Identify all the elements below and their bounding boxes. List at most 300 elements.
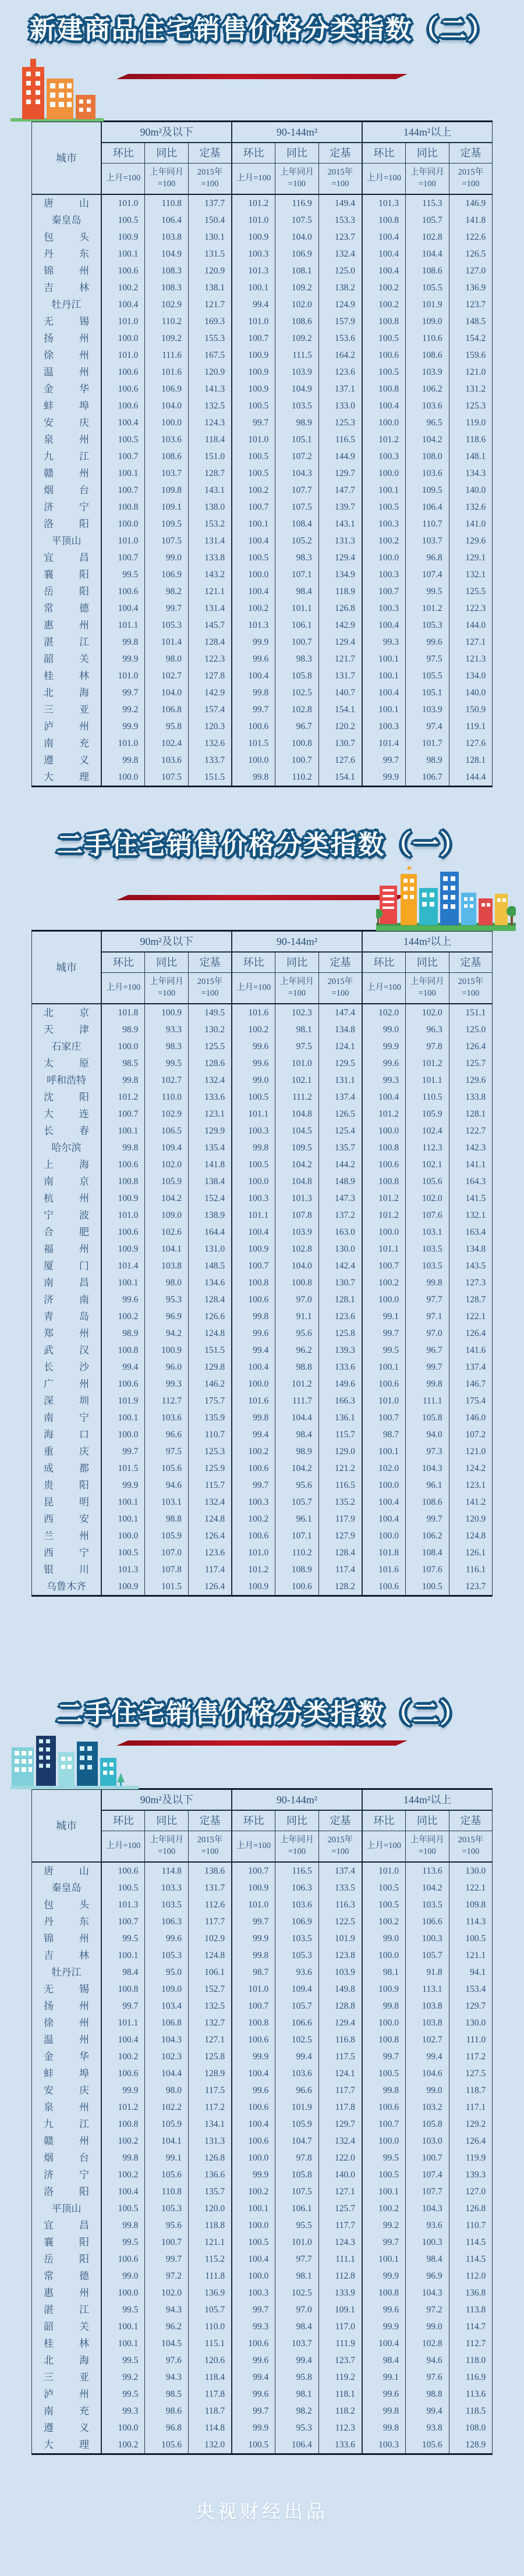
- value-cell: 100.0: [145, 414, 189, 431]
- value-cell: 100.2: [232, 1021, 275, 1038]
- city-cell: 秦皇岛: [31, 1879, 101, 1896]
- table-row: [31, 1896, 492, 1913]
- city-cell: 扬州: [31, 330, 101, 347]
- city-cell: 昆明: [31, 1494, 101, 1511]
- value-cell: 154.2: [465, 333, 486, 343]
- value-cell: 131.3: [188, 2133, 232, 2149]
- table-row: [31, 1241, 492, 1257]
- value-cell: 100.5: [232, 448, 275, 465]
- value-cell: 108.6: [145, 448, 189, 465]
- group-header-under90: 90m²及以下: [101, 1789, 232, 1811]
- city-cell: 合肥: [31, 1224, 101, 1241]
- value-cell: 111.5: [275, 347, 319, 364]
- value-cell: 100.0: [101, 2284, 145, 2301]
- value-cell: 100.1: [362, 701, 406, 718]
- table-row: [31, 1460, 492, 1477]
- value-cell: 103.6: [406, 397, 449, 414]
- value-cell: 129.7: [318, 2116, 362, 2133]
- value-cell: 102.7: [406, 2031, 449, 2048]
- value-cell: 151.1: [465, 1008, 486, 1018]
- value-cell: 104.0: [145, 684, 189, 701]
- value-cell: 102.0: [362, 1460, 406, 1477]
- value-cell: 104.4: [275, 1409, 319, 1426]
- table-row: [31, 2014, 492, 2031]
- city-column-header: 城市: [31, 122, 101, 195]
- value-cell: 149.6: [318, 1376, 362, 1392]
- value-cell: 154.1: [318, 701, 362, 718]
- city-cell: 厦门: [31, 1257, 101, 1274]
- value-cell: 103.9: [318, 1964, 362, 1981]
- value-cell: 116.8: [318, 2031, 362, 2048]
- table-row: [31, 448, 492, 465]
- value-cell: 105.7: [275, 1494, 319, 1511]
- value-cell: 100.0: [362, 1527, 406, 1544]
- table-row: [31, 1072, 492, 1089]
- table-row: [31, 2217, 492, 2234]
- value-cell: 101.1: [406, 1072, 449, 1089]
- value-cell: 99.8: [232, 684, 275, 701]
- page-title: 二手住宅销售价格分类指数（二）: [56, 1698, 468, 1729]
- value-cell: 101.5: [145, 1578, 189, 1596]
- city-cell: 蚌埠: [31, 397, 101, 414]
- value-cell: 99.6: [232, 1038, 275, 1055]
- value-cell: 97.8: [406, 1038, 449, 1055]
- value-cell: 99.8: [232, 1947, 275, 1964]
- value-cell: 118.4: [188, 431, 232, 448]
- value-cell: 95.5: [275, 2217, 319, 2234]
- value-cell: 94.1: [470, 1967, 486, 1977]
- value-cell: 100.0: [362, 1224, 406, 1241]
- value-cell: 101.2: [406, 600, 449, 617]
- value-cell: 94.6: [145, 1477, 189, 1494]
- colorful-city-icon: [376, 866, 516, 931]
- value-cell: 141.8: [188, 1156, 232, 1173]
- value-cell: 100.0: [232, 566, 275, 583]
- value-cell: 123.7: [318, 229, 362, 246]
- city-cell: 西宁: [31, 1544, 101, 1561]
- value-cell: 99.8: [232, 769, 275, 787]
- value-cell: 110.7: [406, 516, 449, 532]
- value-cell: 133.6: [188, 1089, 232, 1106]
- value-cell: 167.5: [188, 347, 232, 364]
- base-header-2015: 2015年=100: [449, 164, 493, 195]
- value-cell: 99.4: [406, 2048, 449, 2065]
- value-cell: 110.8: [145, 194, 189, 212]
- value-cell: 126.8: [465, 2204, 486, 2213]
- value-cell: 91.1: [275, 1308, 319, 1325]
- value-cell: 122.0: [318, 2149, 362, 2166]
- value-cell: 133.7: [188, 752, 232, 769]
- value-cell: 127.8: [188, 667, 232, 684]
- value-cell: 100.4: [232, 1224, 275, 1241]
- value-cell: 144.9: [318, 448, 362, 465]
- group-header-under90: 90m²及以下: [101, 122, 232, 143]
- value-cell: 112.3: [406, 1139, 449, 1156]
- city-cell: 桂林: [31, 2335, 101, 2352]
- value-cell: 100.0: [362, 414, 406, 431]
- value-cell: 100.4: [101, 414, 145, 431]
- value-cell: 112.7: [465, 2339, 486, 2348]
- value-cell: 106.9: [145, 381, 189, 397]
- value-cell: 100.0: [362, 1122, 406, 1139]
- value-cell: 125.8: [318, 1325, 362, 1342]
- value-cell: 100.0: [101, 1038, 145, 1055]
- value-cell: 102.9: [188, 1930, 232, 1947]
- value-cell: 127.1: [188, 2031, 232, 2048]
- value-cell: 151.5: [188, 1342, 232, 1359]
- value-cell: 99.8: [362, 2419, 406, 2436]
- city-cell: 遵义: [31, 752, 101, 769]
- value-cell: 109.5: [406, 482, 449, 499]
- value-cell: 98.1: [275, 2268, 319, 2284]
- value-cell: 109.8: [145, 482, 189, 499]
- value-cell: 104.6: [406, 2065, 449, 2082]
- value-cell: 108.3: [145, 279, 189, 296]
- value-cell: 110.2: [275, 1544, 319, 1561]
- value-cell: 134.3: [465, 468, 486, 478]
- value-cell: 107.4: [406, 2166, 449, 2183]
- value-cell: 118.7: [188, 2403, 232, 2419]
- city-cell: 北海: [31, 2352, 101, 2369]
- value-cell: 146.0: [465, 1413, 486, 1423]
- value-cell: 129.2: [465, 2119, 486, 2129]
- value-cell: 104.2: [275, 1156, 319, 1173]
- value-cell: 109.5: [275, 1139, 319, 1156]
- city-cell: 惠州: [31, 617, 101, 634]
- value-cell: 107.5: [275, 2183, 319, 2200]
- value-cell: 140.0: [465, 485, 486, 495]
- value-cell: 129.7: [465, 2001, 486, 2011]
- city-cell: 常德: [31, 2268, 101, 2284]
- value-cell: 100.8: [101, 1981, 145, 1998]
- value-cell: 109.4: [275, 1981, 319, 1998]
- value-cell: 100.7: [406, 2149, 449, 2166]
- value-cell: 147.7: [318, 482, 362, 499]
- value-cell: 102.0: [362, 1004, 406, 1021]
- value-cell: 98.0: [145, 651, 189, 667]
- value-cell: 100.5: [362, 2065, 406, 2082]
- value-cell: 107.6: [406, 1561, 449, 1578]
- value-cell: 133.5: [318, 1879, 362, 1896]
- value-cell: 100.1: [101, 2335, 145, 2352]
- table-row: [31, 1106, 492, 1122]
- city-cell: 宜昌: [31, 549, 101, 566]
- value-cell: 123.7: [465, 1582, 486, 1591]
- value-cell: 128.4: [318, 1544, 362, 1561]
- city-cell: 济宁: [31, 499, 101, 516]
- value-cell: 120.9: [465, 1514, 486, 1524]
- table-row: [31, 1862, 492, 1879]
- value-cell: 99.6: [232, 1055, 275, 1072]
- value-cell: 97.0: [275, 2301, 319, 2318]
- value-cell: 126.1: [465, 1548, 486, 1558]
- value-cell: 120.9: [188, 262, 232, 279]
- table-row: [31, 2301, 492, 2318]
- value-cell: 99.6: [406, 634, 449, 651]
- value-cell: 175.7: [188, 1392, 232, 1409]
- metric-header-mom: 环比: [232, 952, 275, 973]
- value-cell: 100.4: [232, 667, 275, 684]
- value-cell: 117.4: [318, 1561, 362, 1578]
- table-row: [31, 482, 492, 499]
- table-row: [31, 1409, 492, 1426]
- value-cell: 100.3: [406, 1930, 449, 1947]
- value-cell: 134.8: [318, 1021, 362, 1038]
- value-cell: 148.5: [188, 1257, 232, 1274]
- value-cell: 101.9: [318, 1930, 362, 1947]
- metric-header-base: 定基: [188, 952, 232, 973]
- metric-header-base: 定基: [318, 1810, 362, 1831]
- value-cell: 100.6: [101, 2065, 145, 2082]
- value-cell: 99.6: [232, 2386, 275, 2403]
- table-row: [31, 465, 492, 482]
- value-cell: 100.9: [232, 364, 275, 381]
- table-row: [31, 1561, 492, 1578]
- value-cell: 108.6: [406, 1494, 449, 1511]
- value-cell: 149.5: [188, 1004, 232, 1021]
- value-cell: 101.0: [232, 1896, 275, 1913]
- table-row: [31, 1190, 492, 1207]
- value-cell: 105.8: [275, 667, 319, 684]
- value-cell: 117.7: [188, 1913, 232, 1930]
- table-row: [31, 1930, 492, 1947]
- table-row: [31, 1308, 492, 1325]
- value-cell: 100.7: [101, 482, 145, 499]
- table-row: [31, 279, 492, 296]
- metric-header-yoy: 同比: [406, 952, 449, 973]
- value-cell: 100.4: [232, 583, 275, 600]
- value-cell: 103.8: [406, 2014, 449, 2031]
- city-cell: 乌鲁木齐: [31, 1578, 101, 1596]
- value-cell: 98.9: [275, 1443, 319, 1460]
- value-cell: 139.7: [318, 499, 362, 516]
- value-cell: 99.8: [406, 1274, 449, 1291]
- value-cell: 107.8: [145, 1561, 189, 1578]
- value-cell: 100.3: [232, 2284, 275, 2301]
- value-cell: 103.7: [275, 2335, 319, 2352]
- table-row: [31, 583, 492, 600]
- value-cell: 105.6: [406, 2436, 449, 2454]
- value-cell: 98.9: [101, 1021, 145, 1038]
- value-cell: 100.4: [232, 1359, 275, 1376]
- value-cell: 100.4: [362, 1494, 406, 1511]
- value-cell: 146.7: [465, 1379, 486, 1389]
- value-cell: 106.1: [275, 617, 319, 634]
- city-cell: 北京: [31, 1004, 101, 1021]
- value-cell: 124.9: [318, 296, 362, 313]
- table-row: [31, 549, 492, 566]
- value-cell: 99.7: [362, 752, 406, 769]
- city-cell: 洛阳: [31, 2183, 101, 2200]
- value-cell: 100.2: [101, 2436, 145, 2454]
- value-cell: 100.2: [101, 2133, 145, 2149]
- value-cell: 128.4: [188, 634, 232, 651]
- city-cell: 兰州: [31, 1527, 101, 1544]
- value-cell: 115.7: [188, 1477, 232, 1494]
- value-cell: 106.6: [406, 1913, 449, 1930]
- value-cell: 93.8: [406, 2419, 449, 2436]
- city-cell: 济宁: [31, 2166, 101, 2183]
- value-cell: 101.8: [362, 1544, 406, 1561]
- value-cell: 100.0: [362, 1477, 406, 1494]
- value-cell: 100.0: [101, 330, 145, 347]
- value-cell: 101.4: [362, 735, 406, 752]
- table-row: [31, 347, 492, 364]
- value-cell: 102.2: [145, 2099, 189, 2116]
- value-cell: 104.3: [406, 1460, 449, 1477]
- value-cell: 163.0: [318, 1224, 362, 1241]
- value-cell: 103.9: [406, 364, 449, 381]
- city-cell: 无锡: [31, 1981, 101, 1998]
- value-cell: 100.0: [362, 2014, 406, 2031]
- value-cell: 116.9: [465, 2372, 486, 2382]
- value-cell: 100.4: [362, 617, 406, 634]
- value-cell: 99.0: [362, 1930, 406, 1947]
- value-cell: 122.1: [465, 1883, 486, 1893]
- value-cell: 117.2: [465, 2052, 486, 2062]
- value-cell: 129.7: [318, 465, 362, 482]
- value-cell: 100.0: [101, 1426, 145, 1443]
- table-row: [31, 735, 492, 752]
- value-cell: 143.2: [188, 566, 232, 583]
- value-cell: 99.7: [232, 701, 275, 718]
- value-cell: 131.4: [188, 600, 232, 617]
- value-cell: 96.7: [406, 1342, 449, 1359]
- city-cell: 丹东: [31, 246, 101, 262]
- value-cell: 97.5: [275, 1038, 319, 1055]
- value-cell: 103.6: [145, 1409, 189, 1426]
- value-cell: 137.4: [465, 1362, 486, 1372]
- value-cell: 105.2: [275, 532, 319, 549]
- value-cell: 135.7: [188, 2183, 232, 2200]
- value-cell: 101.2: [275, 1376, 319, 1392]
- value-cell: 101.1: [275, 600, 319, 617]
- value-cell: 109.0: [145, 1981, 189, 1998]
- value-cell: 99.8: [232, 1308, 275, 1325]
- value-cell: 153.2: [188, 516, 232, 532]
- table-row: [31, 2166, 492, 2183]
- value-cell: 110.7: [465, 2220, 486, 2230]
- value-cell: 132.1: [465, 1210, 486, 1220]
- group-header-over144: 144m²以上: [362, 1789, 493, 1811]
- value-cell: 100.5: [362, 499, 406, 516]
- value-cell: 100.2: [362, 1913, 406, 1930]
- city-cell: 平顶山: [31, 532, 101, 549]
- value-cell: 143.1: [318, 516, 362, 532]
- value-cell: 147.4: [318, 1004, 362, 1021]
- value-cell: 131.7: [318, 667, 362, 684]
- value-cell: 100.0: [101, 1527, 145, 1544]
- base-header-prev-month: 上月=100: [232, 164, 275, 195]
- value-cell: 100.8: [101, 2116, 145, 2133]
- decoration-zone: [0, 46, 524, 120]
- value-cell: 98.1: [275, 1021, 319, 1038]
- value-cell: 150.9: [465, 705, 486, 715]
- value-cell: 100.5: [232, 397, 275, 414]
- value-cell: 103.1: [406, 1224, 449, 1241]
- value-cell: 126.5: [465, 249, 486, 259]
- value-cell: 99.7: [232, 414, 275, 431]
- value-cell: 114.3: [465, 1917, 486, 1927]
- value-cell: 126.4: [188, 1527, 232, 1544]
- value-cell: 100.2: [232, 600, 275, 617]
- value-cell: 99.9: [101, 1477, 145, 1494]
- value-cell: 96.5: [406, 414, 449, 431]
- value-cell: 106.4: [406, 499, 449, 516]
- red-divider: [116, 895, 408, 900]
- base-header-2015: 2015年=100: [188, 164, 232, 195]
- value-cell: 100.7: [232, 1257, 275, 1274]
- city-cell: 徐州: [31, 347, 101, 364]
- value-cell: 132.1: [465, 570, 486, 580]
- value-cell: 101.2: [101, 2099, 145, 2116]
- value-cell: 100.1: [101, 1274, 145, 1291]
- value-cell: 128.6: [188, 1055, 232, 1072]
- value-cell: 117.7: [318, 2217, 362, 2234]
- value-cell: 134.8: [465, 1244, 486, 1254]
- value-cell: 127.1: [465, 637, 486, 647]
- value-cell: 100.9: [145, 1342, 189, 1359]
- table-row: [31, 769, 492, 787]
- city-cell: 武汉: [31, 1342, 101, 1359]
- group-header-90-144: 90-144m²: [232, 1789, 362, 1811]
- value-cell: 99.0: [406, 2082, 449, 2099]
- value-cell: 125.5: [465, 587, 486, 596]
- value-cell: 133.0: [318, 397, 362, 414]
- table-row: [31, 414, 492, 431]
- value-cell: 104.7: [275, 2133, 319, 2149]
- city-cell: 牡丹江: [31, 1964, 101, 1981]
- value-cell: 95.0: [145, 1964, 189, 1981]
- value-cell: 128.8: [318, 1998, 362, 2014]
- value-cell: 100.3: [232, 1494, 275, 1511]
- value-cell: 100.0: [101, 2419, 145, 2436]
- value-cell: 102.3: [275, 1004, 319, 1021]
- value-cell: 99.9: [362, 2268, 406, 2284]
- value-cell: 117.0: [318, 2318, 362, 2335]
- value-cell: 100.1: [232, 2200, 275, 2217]
- value-cell: 106.8: [145, 2014, 189, 2031]
- metric-header-yoy: 同比: [275, 1810, 319, 1831]
- table-row: [31, 1376, 492, 1392]
- value-cell: 119.9: [465, 2153, 486, 2163]
- value-cell: 107.1: [275, 566, 319, 583]
- city-cell: 湛江: [31, 2301, 101, 2318]
- value-cell: 100.8: [362, 212, 406, 229]
- value-cell: 110.0: [188, 2318, 232, 2335]
- table-row: [31, 684, 492, 701]
- value-cell: 99.5: [101, 2234, 145, 2251]
- value-cell: 100.5: [465, 1934, 486, 1943]
- value-cell: 114.5: [465, 2254, 486, 2264]
- value-cell: 100.7: [232, 330, 275, 347]
- value-cell: 100.3: [232, 1122, 275, 1139]
- value-cell: 136.9: [465, 283, 486, 293]
- value-cell: 119.0: [465, 418, 486, 428]
- value-cell: 99.5: [406, 583, 449, 600]
- decoration-zone: [0, 861, 524, 930]
- value-cell: 111.7: [275, 1392, 319, 1409]
- value-cell: 121.0: [465, 367, 486, 377]
- value-cell: 164.3: [465, 1177, 486, 1186]
- value-cell: 96.1: [275, 1511, 319, 1527]
- metric-header-base: 定基: [449, 952, 493, 973]
- value-cell: 99.9: [232, 2048, 275, 2065]
- value-cell: 100.2: [232, 1443, 275, 1460]
- table-row: [31, 752, 492, 769]
- value-cell: 99.5: [362, 2149, 406, 2166]
- value-cell: 98.4: [275, 1426, 319, 1443]
